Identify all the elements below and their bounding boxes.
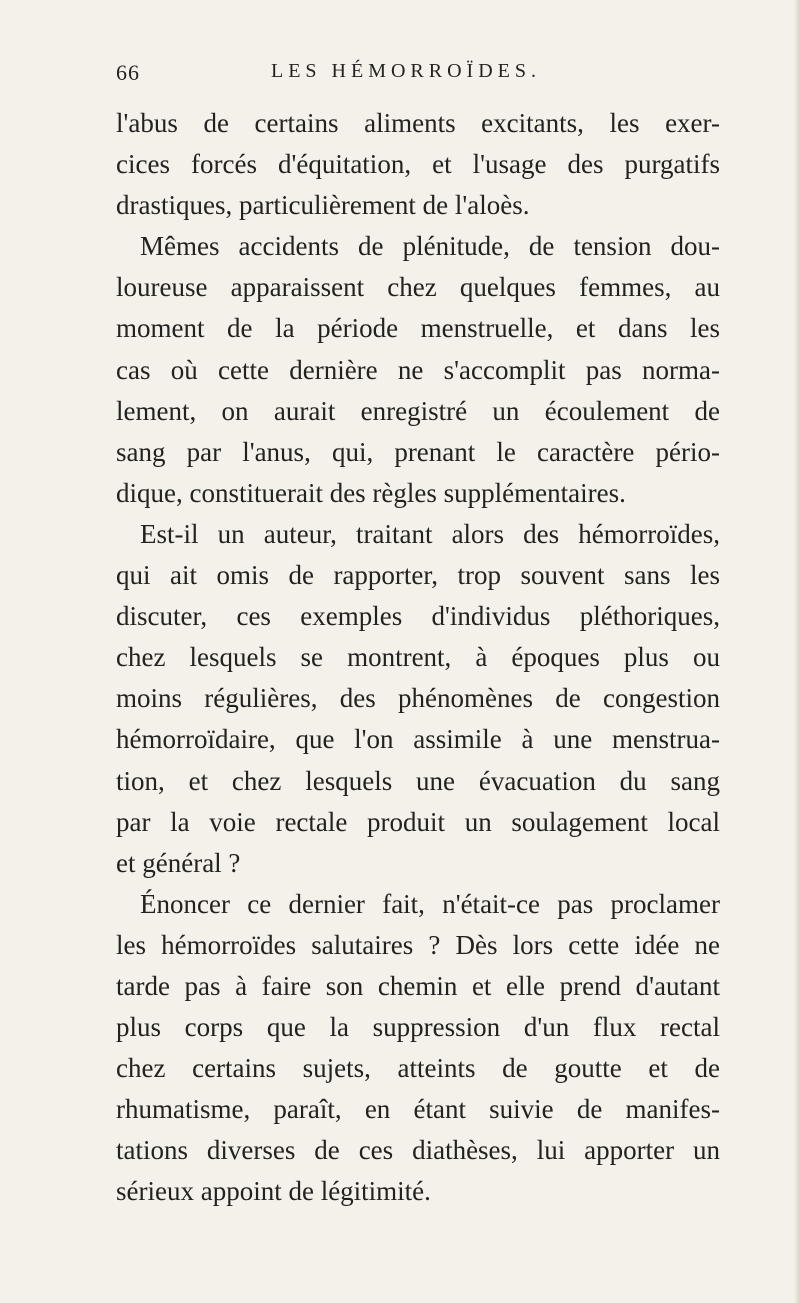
text-line: cices forcés d'équitation, et l'usage des purgatifs [116,149,720,180]
text-line: moment de la période menstruelle, et dans les [116,313,720,344]
text-line: Est-il un auteur, traitant alors des hémorroïdes, [140,518,720,549]
text-line: cas où cette dernière ne s'accomplit pas norma- [116,354,720,385]
text-line: et général ? [116,847,241,878]
text-line: les hémorroïdes salutaires ? Dès lors cette idée ne [116,929,720,960]
running-title: LES HÉMORROÏDES. [270,60,541,82]
text-line: plus corps que la suppression d'un flux rectal [116,1012,720,1043]
text-line: dique, constituerait des règles supplémentaires. [116,477,626,508]
body-text [116,103,720,1213]
text-line: tations diverses de ces diathèses, lui apporter un [116,1135,720,1166]
text-line: chez lesquels se montrent, à époques plus ou [116,642,720,673]
text-line: sérieux appoint de légitimité. [116,1176,431,1207]
text-line: Mêmes accidents de plénitude, de tension dou- [140,231,720,262]
text-line: hémorroïdaire, que l'on assimile à une menstrua- [116,724,720,755]
text-line: lement, on aurait enregistré un écoulement de [116,395,720,426]
text-line: Énoncer ce dernier fait, n'était-ce pas proclamer [140,888,720,919]
text-line: tion, et chez lesquels une évacuation du sang [116,765,720,796]
text-line: rhumatisme, paraît, en étant suivie de manifes- [116,1094,720,1125]
text-line: moins régulières, des phénomènes de congestion [116,683,720,714]
text-line: sang par l'anus, qui, prenant le caractère pério- [116,436,720,467]
text-line: par la voie rectale produit un soulagement local [116,806,720,837]
page-number: 66 [116,60,140,85]
page-header [116,60,736,90]
text-line: chez certains sujets, atteints de goutte et de [116,1053,720,1084]
page-edge-shadow [794,0,800,1303]
text-line: tarde pas à faire son chemin et elle prend d'autant [116,970,720,1001]
text-line: l'abus de certains aliments excitants, les exer- [116,108,720,138]
text-line: loureuse apparaissent chez quelques femmes, au [116,272,720,303]
text-line: discuter, ces exemples d'individus pléthoriques, [116,601,720,632]
text-line: qui ait omis de rapporter, trop souvent sans les [116,560,720,591]
text-line: drastiques, particulièrement de l'aloès. [116,190,530,221]
